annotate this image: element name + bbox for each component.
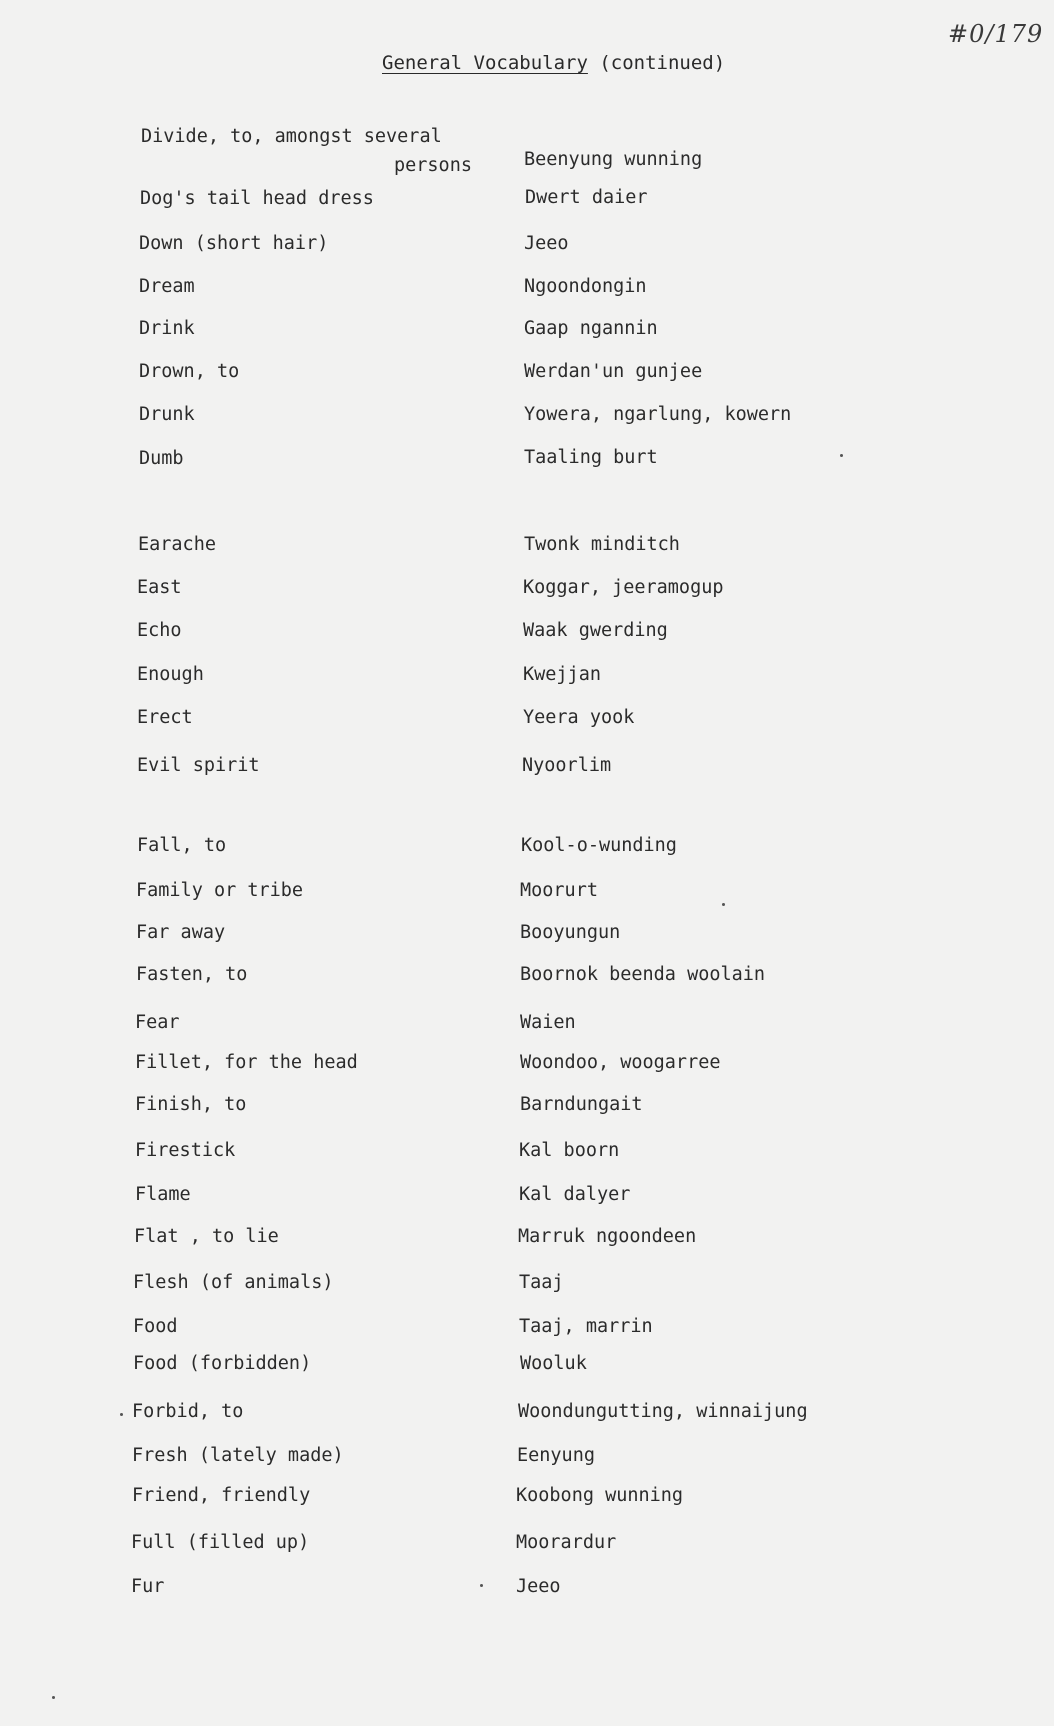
entry-translation: Moorardur — [516, 1532, 617, 1553]
entry-term: Fresh (lately made) — [132, 1445, 344, 1466]
entry-term: Flesh (of animals) — [133, 1272, 334, 1293]
entry-translation: Booyungun — [520, 922, 621, 943]
entry-translation: Waak gwerding — [523, 620, 668, 641]
entry-term: Enough — [137, 664, 204, 685]
entry-translation: Wooluk — [520, 1353, 587, 1374]
entry-translation: Yowera, ngarlung, kowern — [524, 404, 792, 425]
heading-title: General Vocabulary — [382, 52, 588, 74]
entry-translation: Beenyung wunning — [524, 149, 703, 170]
entry-translation: Kwejjan — [523, 664, 601, 685]
folio-number: #0/179 — [948, 20, 1044, 48]
entry-term: Evil spirit — [137, 755, 260, 776]
entry-term — [141, 128, 472, 175]
entry-term-line: persons — [394, 154, 472, 176]
entry-translation: Barndungait — [520, 1094, 643, 1115]
ink-speck — [120, 1413, 123, 1416]
entry-translation: Taaj, marrin — [519, 1316, 653, 1337]
entry-translation: Twonk minditch — [524, 534, 680, 555]
entry-term: Fall, to — [137, 835, 227, 856]
entry-translation: Woondoo, woogarree — [520, 1052, 721, 1073]
heading-continued: (continued) — [587, 52, 726, 74]
entry-translation: Woondungutting, winnaijung — [518, 1401, 808, 1422]
entry-term: Food — [133, 1316, 178, 1337]
entry-term: Fur — [131, 1576, 165, 1597]
entry-term: Drown, to — [139, 361, 240, 382]
entry-translation: Kal boorn — [519, 1140, 620, 1161]
entry-term: Finish, to — [135, 1094, 247, 1115]
entry-term: Drunk — [139, 404, 195, 425]
entry-term: Food (forbidden) — [133, 1353, 312, 1374]
entry-translation: Eenyung — [517, 1445, 595, 1466]
entry-term: Friend, friendly — [132, 1485, 311, 1506]
entry-term-line: Divide, to, amongst several — [141, 126, 442, 147]
entry-translation: Waien — [520, 1012, 576, 1033]
entry-translation: Yeera yook — [523, 707, 635, 728]
entry-translation: Jeeo — [524, 233, 569, 254]
entry-translation: Dwert daier — [525, 187, 648, 208]
entry-translation: Kal dalyer — [519, 1184, 631, 1205]
entry-term: East — [137, 577, 182, 598]
ink-speck — [52, 1696, 55, 1699]
entry-translation: Marruk ngoondeen — [518, 1226, 697, 1247]
entry-term: Dream — [139, 276, 195, 297]
entry-term: Drink — [139, 318, 195, 339]
ink-speck — [840, 454, 843, 457]
entry-term: Firestick — [135, 1140, 236, 1161]
entry-translation: Nyoorlim — [522, 755, 612, 776]
entry-translation: Jeeo — [516, 1576, 561, 1597]
ink-speck — [480, 1584, 483, 1587]
entry-translation: Gaap ngannin — [524, 318, 658, 339]
entry-translation: Koggar, jeeramogup — [523, 577, 724, 598]
entry-translation: Taaling burt — [524, 447, 658, 468]
entry-term: Fillet, for the head — [135, 1052, 358, 1073]
entry-term: Family or tribe — [136, 880, 304, 901]
entry-term: Far away — [136, 922, 226, 943]
entry-translation: Ngoondongin — [524, 276, 647, 297]
entry-translation: Moorurt — [520, 880, 598, 901]
entry-term: Fasten, to — [136, 964, 248, 985]
entry-translation: Boornok beenda woolain — [520, 964, 766, 985]
entry-translation: Taaj — [519, 1272, 564, 1293]
ink-speck — [722, 903, 725, 906]
entry-term: Dog's tail head dress — [140, 188, 374, 209]
page-heading — [382, 52, 725, 74]
entry-term: Erect — [137, 707, 193, 728]
entry-term: Dumb — [139, 448, 184, 469]
entry-term: Earache — [138, 534, 216, 555]
entry-term: Flat , to lie — [134, 1226, 279, 1247]
entry-translation: Werdan'un gunjee — [524, 361, 703, 382]
entry-term: Down (short hair) — [139, 233, 329, 254]
entry-translation: Kool-o-wunding — [521, 835, 677, 856]
entry-term: Full (filled up) — [131, 1532, 310, 1553]
entry-term: Fear — [135, 1012, 180, 1033]
entry-term: Forbid, to — [132, 1401, 244, 1422]
entry-term: Echo — [137, 620, 182, 641]
entry-term: Flame — [135, 1184, 191, 1205]
entry-translation: Koobong wunning — [516, 1485, 684, 1506]
